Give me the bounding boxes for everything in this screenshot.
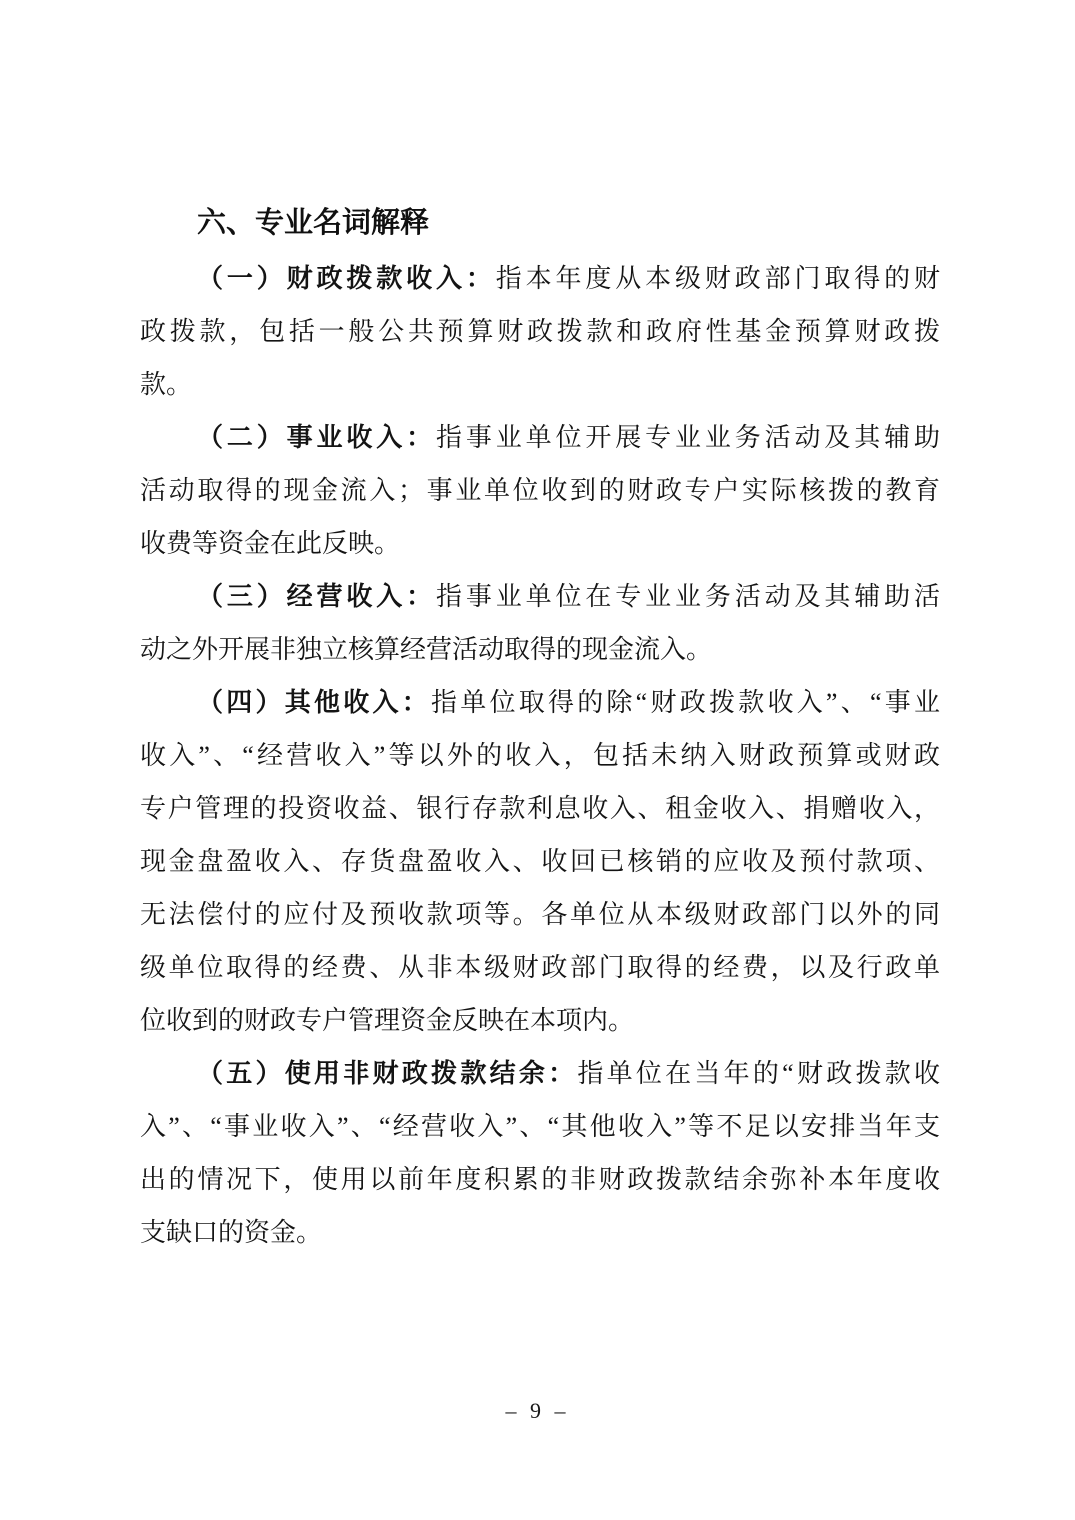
line-text: 指本年度从本级财政部门取得的财 <box>495 264 940 293</box>
paragraph-line <box>140 941 940 994</box>
paragraph-line <box>140 1206 940 1259</box>
document-body <box>140 194 940 1259</box>
line-text: 款。 <box>140 370 193 399</box>
line-text: 指事业单位在专业业务活动及其辅助活 <box>436 582 940 611</box>
paragraph-line <box>140 1047 940 1100</box>
section-heading: 六、专业名词解释 <box>197 207 430 239</box>
paragraph-line <box>140 782 940 835</box>
paragraph-line <box>140 729 940 782</box>
line-text: 政拨款，包括一般公共预算财政拨款和政府性基金预算财政拨 <box>140 317 940 346</box>
line-text: 位收到的财政专户管理资金反映在本项内。 <box>140 1006 635 1035</box>
paragraph-line <box>140 1100 940 1153</box>
definition-term: （三）经营收入： <box>197 582 436 611</box>
line-text: 动之外开展非独立核算经营活动取得的现金流入。 <box>140 635 713 664</box>
line-text: 活动取得的现金流入；事业单位收到的财政专户实际核拨的教育 <box>140 476 940 505</box>
paragraph-line <box>140 835 940 888</box>
paragraph-line <box>140 411 940 464</box>
line-text: 入”、“事业收入”、“经营收入”、“其他收入”等不足以安排当年支 <box>140 1112 940 1141</box>
paragraph-line <box>140 517 940 570</box>
line-text: 指单位取得的除“财政拨款收入”、“事业 <box>430 688 940 717</box>
paragraph-line <box>140 464 940 517</box>
line-text: 无法偿付的应付及预收款项等。各单位从本级财政部门以外的同 <box>140 900 940 929</box>
paragraph-line <box>140 252 940 305</box>
paragraph-line <box>140 994 940 1047</box>
definition-term: （四）其他收入： <box>197 688 431 717</box>
paragraph-line <box>140 1153 940 1206</box>
line-text: 专户管理的投资收益、银行存款利息收入、租金收入、捐赠收入， <box>140 794 940 823</box>
paragraph-line <box>140 305 940 358</box>
line-text: 指单位在当年的“财政拨款收 <box>577 1059 940 1088</box>
paragraph-line <box>140 570 940 623</box>
line-text: 出的情况下，使用以前年度积累的非财政拨款结余弥补本年度收 <box>140 1165 940 1194</box>
definition-term: （五）使用非财政拨款结余： <box>197 1059 578 1088</box>
definition-term: （二）事业收入： <box>197 423 436 452</box>
line-text: 支缺口的资金。 <box>140 1218 323 1247</box>
line-text: 指事业单位开展专业业务活动及其辅助 <box>436 423 940 452</box>
paragraph-line <box>140 623 940 676</box>
paragraph-line <box>140 358 940 411</box>
line-text: 现金盘盈收入、存货盘盈收入、收回已核销的应收及预付款项、 <box>140 847 940 876</box>
line-text: 收费等资金在此反映。 <box>140 529 401 558</box>
line-text: 收入”、“经营收入”等以外的收入，包括未纳入财政预算或财政 <box>140 741 940 770</box>
page-number: – 9 – <box>505 1398 570 1423</box>
paragraph-line <box>140 888 940 941</box>
definition-term: （一）财政拨款收入： <box>197 264 496 293</box>
paragraph-line <box>140 676 940 729</box>
line-text: 级单位取得的经费、从非本级财政部门取得的经费，以及行政单 <box>140 953 940 982</box>
